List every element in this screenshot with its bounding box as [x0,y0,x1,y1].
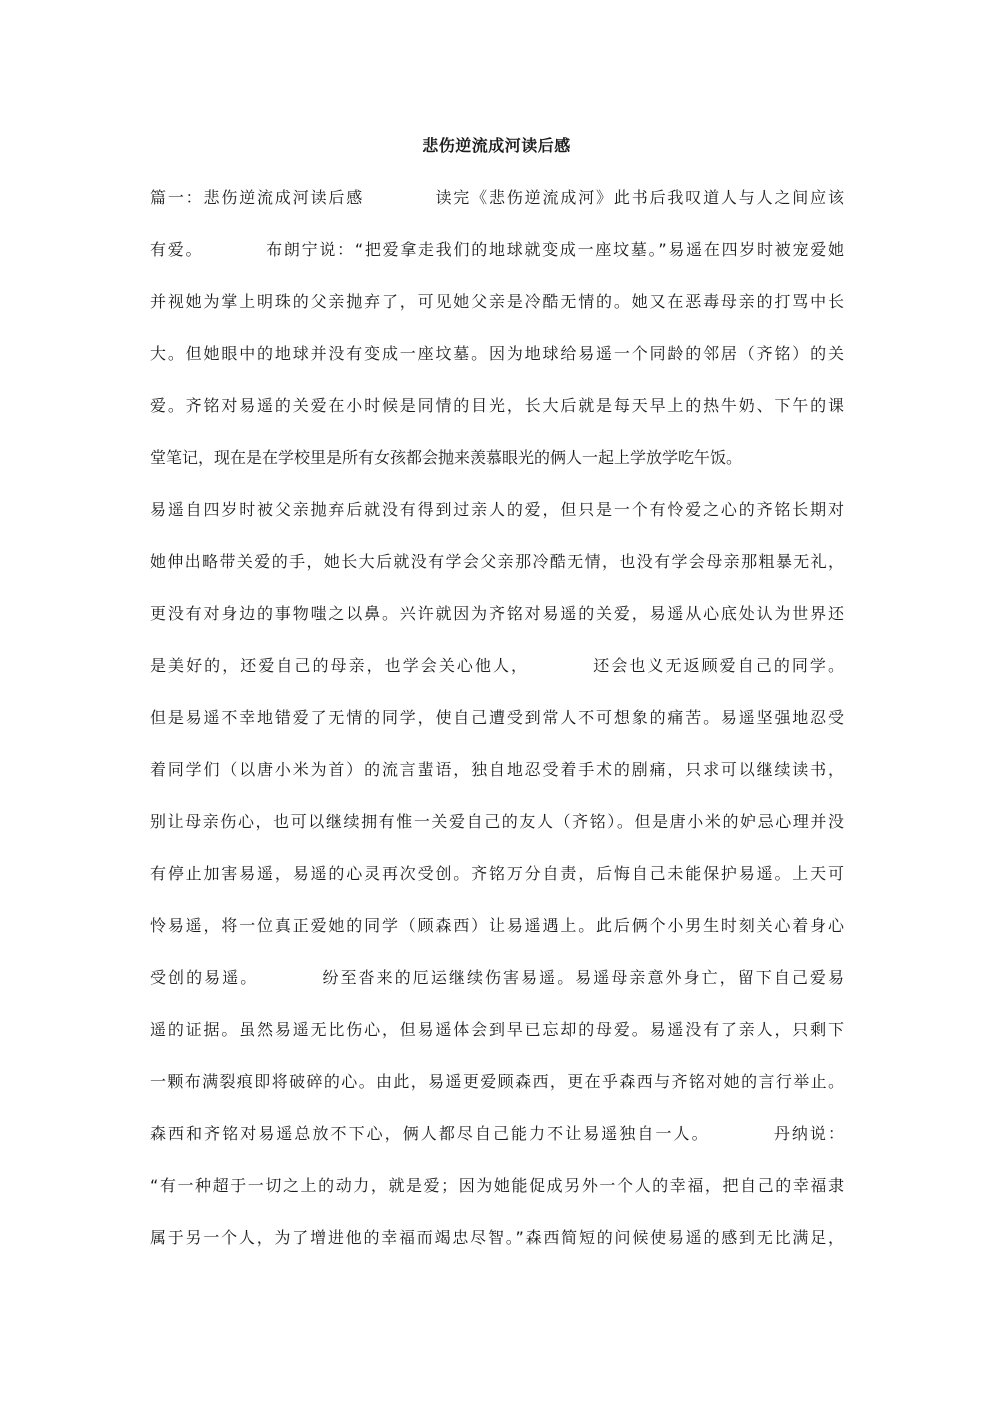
text-line: 着同学们（以唐小米为首）的流言蜚语，独自地忍受着手术的剧痛，只求可以继续读书， [150,760,844,779]
text-line: “有一种超于一切之上的动力，就是爱；因为她能促成另外一个人的幸福，把自己的幸福隶 [150,1176,844,1195]
text-line: 有爱。 布朗宁说：“把爱拿走我们的地球就变成一座坟墓。”易遥在四岁时被宠爱她 [150,240,844,259]
text-line: 属于另一个人，为了增进他的幸福而竭忠尽智。”森西简短的问候使易遥的感到无比满足， [150,1228,844,1247]
text-line: 一颗布满裂痕即将破碎的心。由此，易遥更爱顾森西，更在乎森西与齐铭对她的言行举止。 [150,1072,844,1091]
text-line: 她伸出略带关爱的手，她长大后就没有学会父亲那冷酷无情，也没有学会母亲那粗暴无礼， [150,552,844,571]
text-line: 怜易遥，将一位真正爱她的同学（顾森西）让易遥遇上。此后俩个小男生时刻关心着身心 [150,916,844,935]
document-body [150,180,844,1272]
text-line: 森西和齐铭对易遥总放不下心，俩人都尽自己能力不让易遥独自一人。 丹纳说： [150,1124,844,1143]
text-line: 爱。齐铭对易遥的关爱在小时候是同情的目光，长大后就是每天早上的热牛奶、下午的课 [150,396,844,415]
text-line: 易遥自四岁时被父亲抛弃后就没有得到过亲人的爱，但只是一个有怜爱之心的齐铭长期对 [150,500,844,519]
text-line: 别让母亲伤心，也可以继续拥有惟一关爱自己的友人（齐铭）。但是唐小米的妒忌心理并没 [150,812,844,831]
text-line: 篇一：悲伤逆流成河读后感 读完《悲伤逆流成河》此书后我叹道人与人之间应该 [150,188,844,207]
text-line: 大。但她眼中的地球并没有变成一座坟墓。因为地球给易遥一个同龄的邻居（齐铭）的关 [150,344,844,363]
document-title: 悲伤逆流成河读后感 [422,136,571,155]
text-line: 堂笔记，现在是在学校里是所有女孩都会抛来羡慕眼光的俩人一起上学放学吃午饭。 [150,448,743,467]
text-line: 并视她为掌上明珠的父亲抛弃了，可见她父亲是冷酷无情的。她又在恶毒母亲的打骂中长 [150,292,844,311]
text-line: 遥的证据。虽然易遥无比伤心，但易遥体会到早已忘却的母爱。易遥没有了亲人，只剩下 [150,1020,844,1039]
text-line: 是美好的，还爱自己的母亲，也学会关心他人， 还会也义无返顾爱自己的同学。 [150,656,844,675]
text-line: 更没有对身边的事物嗤之以鼻。兴许就因为齐铭对易遥的关爱，易遥从心底处认为世界还 [150,604,844,623]
text-line: 受创的易遥。 纷至沓来的厄运继续伤害易遥。易遥母亲意外身亡，留下自己爱易 [150,968,844,987]
text-line: 但是易遥不幸地错爱了无情的同学，使自己遭受到常人不可想象的痛苦。易遥坚强地忍受 [150,708,844,727]
text-line: 有停止加害易遥，易遥的心灵再次受创。齐铭万分自责，后悔自己未能保护易遥。上天可 [150,864,844,883]
